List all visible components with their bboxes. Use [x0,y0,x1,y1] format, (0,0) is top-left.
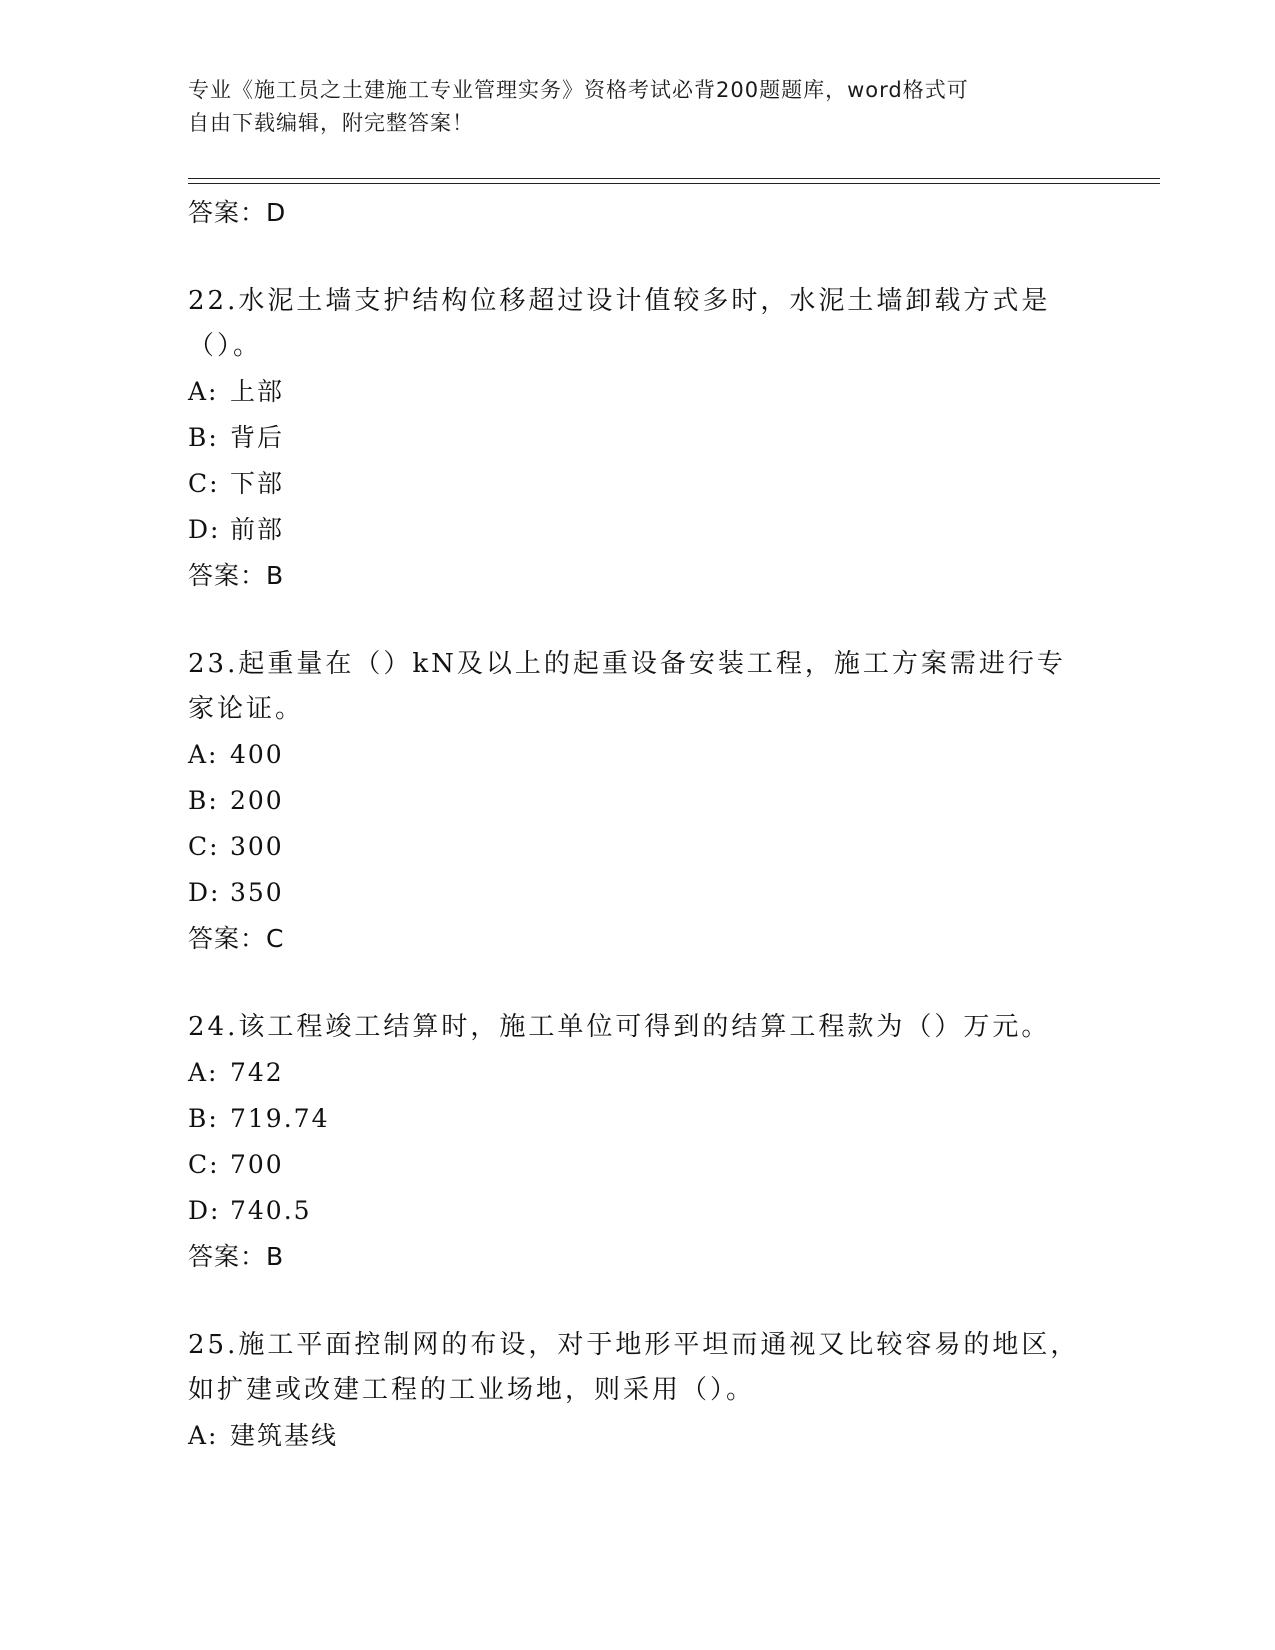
option-letter: D: [188,878,221,907]
question-list [188,190,1088,1459]
question-block [188,279,1088,598]
option-a [188,1413,1088,1459]
option-text: 下部 [230,469,285,498]
option-text: 350 [230,878,284,907]
answer-line: 答案：D [188,198,287,227]
option-letter: C: [188,469,220,498]
answer-line: 答案：C [188,924,285,953]
option-text: 背后 [230,423,285,452]
spacer [188,235,1088,279]
option-letter: C: [188,832,220,861]
option-text: 200 [230,786,284,815]
answer-line: 答案：B [188,1242,285,1271]
option-d [188,507,1088,553]
option-letter: A: [188,1421,219,1450]
option-letter: A: [188,377,219,406]
option-a [188,369,1088,415]
option-a [188,732,1088,778]
option-letter: A: [188,1058,219,1087]
option-b [188,415,1088,461]
question-stem: 25.施工平面控制网的布设，对于地形平坦而通视又比较容易的地区，如扩建或改建工程的工业场地，则采用（）。 [188,1330,1080,1405]
option-c [188,1142,1088,1188]
option-letter: B: [188,786,219,815]
option-c [188,461,1088,507]
option-letter: D: [188,515,221,544]
spacer [188,598,1088,642]
option-c [188,824,1088,870]
option-text: 700 [230,1150,284,1179]
option-text: 740.5 [230,1196,312,1225]
option-text: 742 [230,1058,284,1087]
question-block [188,1005,1088,1279]
question-stem: 22.水泥土墙支护结构位移超过设计值较多时，水泥土墙卸载方式是（）。 [188,286,1051,361]
question-stem: 23.起重量在（）kN及以上的起重设备安装工程，施工方案需进行专家论证。 [188,649,1066,724]
option-letter: C: [188,1150,220,1179]
header-line-1: 专业《施工员之土建施工专业管理实务》资格考试必背200题题库，word格式可 [188,78,969,102]
answer-line: 答案：B [188,561,285,590]
question-stem: 24.该工程竣工结算时，施工单位可得到的结算工程款为（）万元。 [188,1012,1051,1042]
option-a [188,1050,1088,1096]
question-block [188,1323,1088,1459]
option-letter: B: [188,1104,219,1133]
option-letter: D: [188,1196,221,1225]
spacer [188,1279,1088,1323]
option-b [188,778,1088,824]
header-divider-top [188,178,1160,179]
document-header [188,74,1068,140]
spacer [188,961,1088,1005]
option-text: 上部 [230,377,285,406]
option-letter: B: [188,423,219,452]
option-text: 719.74 [230,1104,330,1133]
option-text: 300 [230,832,284,861]
question-block [188,642,1088,961]
option-text: 前部 [230,515,285,544]
option-text: 400 [230,740,284,769]
option-text: 建筑基线 [230,1421,339,1450]
option-d [188,870,1088,916]
option-b [188,1096,1088,1142]
option-d [188,1188,1088,1234]
option-letter: A: [188,740,219,769]
header-line-2: 自由下载编辑，附完整答案！ [188,111,474,135]
header-divider-bottom [188,183,1160,184]
